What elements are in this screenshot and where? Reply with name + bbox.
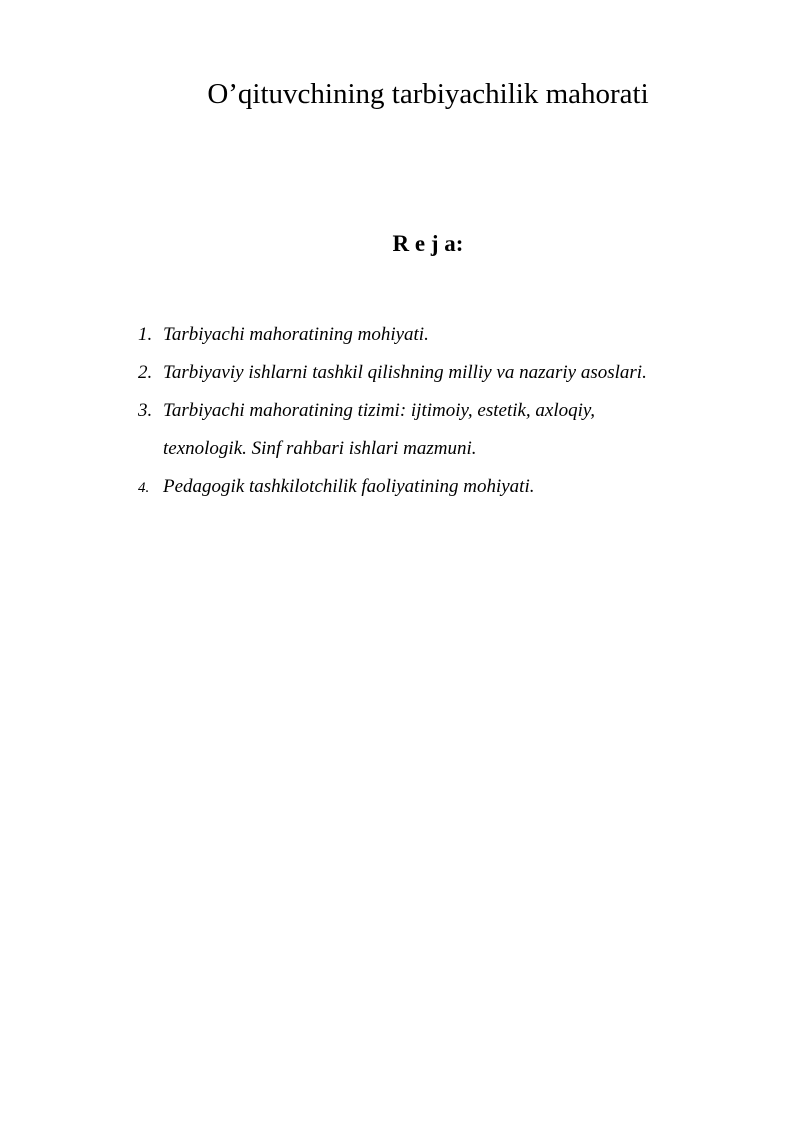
plan-item-text: Tarbiyachi mahoratining mohiyati.	[163, 324, 429, 345]
plan-item-2	[0, 354, 800, 392]
plan-item-text: Tarbiyachi mahoratining tizimi: ijtimoiy, estetik, axloqiy,	[163, 400, 596, 421]
plan-item-text: Tarbiyaviy ishlarni tashkil qilishning milliy va nazariy asoslari.	[163, 362, 647, 383]
document-title: O’qituvchining tarbiyachilik mahorati	[207, 78, 649, 110]
plan-item-text-continued: texnologik. Sinf rahbari ishlari mazmuni.	[163, 438, 477, 459]
plan-item-number: 2.	[138, 362, 153, 383]
plan-item-number: 4.	[138, 480, 150, 496]
plan-item-number: 3.	[138, 400, 153, 421]
plan-item-1	[0, 316, 800, 354]
plan-item-number: 1.	[138, 324, 153, 345]
plan-item-text: Pedagogik tashkilotchilik faoliyatining mohiyati.	[163, 476, 535, 497]
plan-heading: R e j a:	[392, 231, 464, 256]
plan-list	[0, 316, 800, 506]
plan-item-4	[0, 468, 800, 506]
plan-item-3	[0, 392, 800, 468]
